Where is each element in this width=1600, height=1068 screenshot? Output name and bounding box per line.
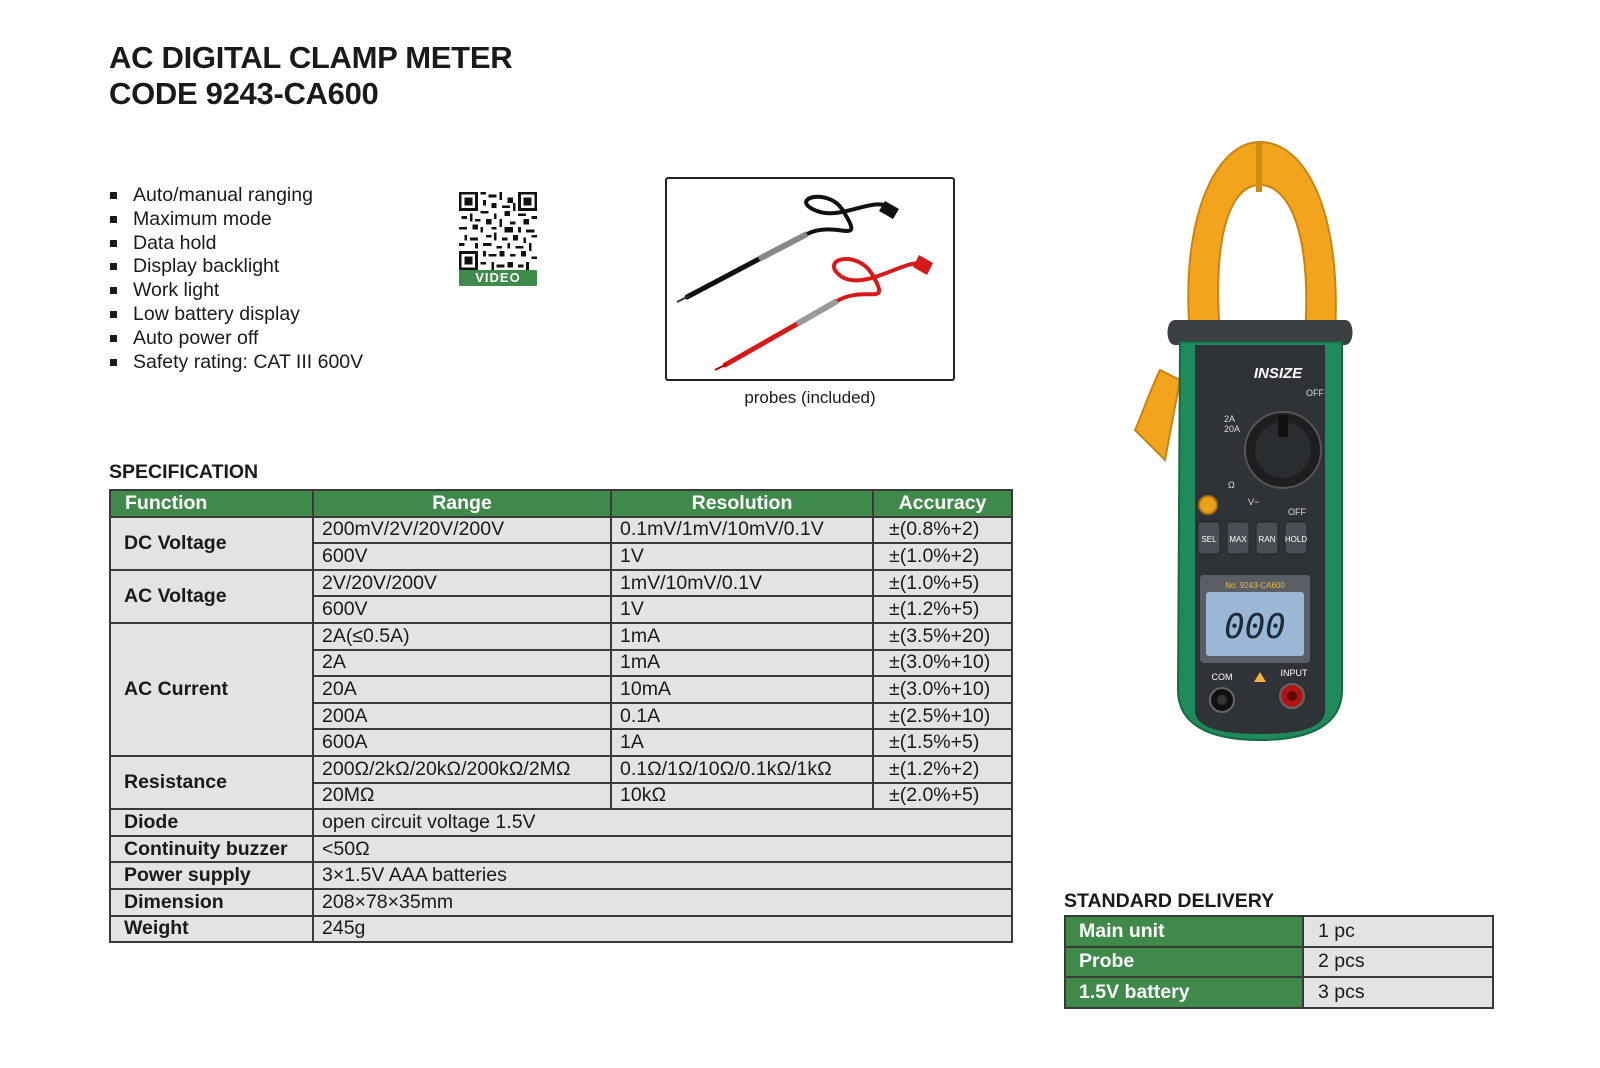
dial-label: 20A bbox=[1224, 424, 1241, 434]
delivery-qty: 3 pcs bbox=[1303, 977, 1493, 1008]
table-row bbox=[110, 889, 1012, 916]
test-probes-icon bbox=[667, 179, 953, 379]
bullet-icon bbox=[110, 192, 117, 199]
range-cell: 200A bbox=[313, 703, 611, 730]
bullet-icon bbox=[110, 263, 117, 270]
function-cell: Weight bbox=[110, 916, 313, 943]
function-cell: AC Current bbox=[110, 623, 313, 756]
accuracy-cell: ±(0.8%+2) bbox=[873, 517, 1012, 544]
delivery-qty: 1 pc bbox=[1303, 916, 1493, 947]
dial-label: 2A bbox=[1224, 414, 1236, 424]
page-title bbox=[109, 40, 512, 112]
table-row bbox=[110, 836, 1012, 863]
resolution-cell: 1A bbox=[611, 729, 873, 756]
port-label: COM bbox=[1211, 672, 1233, 682]
value-cell: open circuit voltage 1.5V bbox=[313, 809, 1012, 836]
column-header: Function bbox=[110, 490, 313, 517]
table-row bbox=[110, 916, 1012, 943]
feature-item: Maximum mode bbox=[110, 208, 363, 232]
value-cell: 245g bbox=[313, 916, 1012, 943]
model-label: No. 9243-CA600 bbox=[1225, 581, 1285, 590]
delivery-heading: STANDARD DELIVERY bbox=[1064, 890, 1275, 912]
delivery-item: Main unit bbox=[1065, 916, 1303, 947]
range-cell: 20A bbox=[313, 676, 611, 703]
accuracy-cell: ±(3.0%+10) bbox=[873, 650, 1012, 677]
table-row bbox=[110, 570, 1012, 597]
column-header: Range bbox=[313, 490, 611, 517]
range-cell: 600A bbox=[313, 729, 611, 756]
feature-item: Safety rating: CAT III 600V bbox=[110, 351, 363, 375]
resolution-cell: 1mV/10mV/0.1V bbox=[611, 570, 873, 597]
table-row bbox=[1065, 977, 1493, 1008]
dial-label: V~ bbox=[1248, 497, 1260, 507]
bullet-icon bbox=[110, 359, 117, 366]
dial-label: OFF bbox=[1288, 507, 1306, 517]
feature-item: Display backlight bbox=[110, 255, 363, 279]
feature-item: Work light bbox=[110, 279, 363, 303]
accuracy-cell: ±(1.2%+5) bbox=[873, 596, 1012, 623]
feature-item: Low battery display bbox=[110, 303, 363, 327]
resolution-cell: 1mA bbox=[611, 650, 873, 677]
function-cell: Power supply bbox=[110, 862, 313, 889]
resolution-cell: 1V bbox=[611, 596, 873, 623]
table-row bbox=[1065, 947, 1493, 978]
feature-list bbox=[110, 184, 363, 374]
brand-label: INSIZE bbox=[1253, 365, 1303, 382]
product-code: CODE 9243-CA600 bbox=[109, 76, 379, 111]
accuracy-cell: ±(1.2%+2) bbox=[873, 756, 1012, 783]
feature-item: Data hold bbox=[110, 232, 363, 256]
table-row bbox=[110, 862, 1012, 889]
accuracy-cell: ±(1.0%+5) bbox=[873, 570, 1012, 597]
feature-item: Auto/manual ranging bbox=[110, 184, 363, 208]
accuracy-cell: ±(3.5%+20) bbox=[873, 623, 1012, 650]
bullet-icon bbox=[110, 311, 117, 318]
column-header: Accuracy bbox=[873, 490, 1012, 517]
table-row bbox=[110, 517, 1012, 544]
port-label: INPUT bbox=[1280, 668, 1308, 678]
clamp-meter-image bbox=[1120, 130, 1380, 770]
probes-caption: probes (included) bbox=[744, 388, 876, 407]
function-cell: Dimension bbox=[110, 889, 313, 916]
accuracy-cell: ±(2.5%+10) bbox=[873, 703, 1012, 730]
accuracy-cell: ±(3.0%+10) bbox=[873, 676, 1012, 703]
table-row bbox=[110, 809, 1012, 836]
lcd-reading: 000 bbox=[1224, 607, 1286, 647]
function-cell: Resistance bbox=[110, 756, 313, 809]
value-cell: 208×78×35mm bbox=[313, 889, 1012, 916]
resolution-cell: 1V bbox=[611, 543, 873, 570]
button-label: SEL bbox=[1201, 535, 1217, 544]
video-qr-code[interactable] bbox=[459, 192, 537, 286]
range-cell: 200Ω/2kΩ/20kΩ/200kΩ/2MΩ bbox=[313, 756, 611, 783]
bullet-icon bbox=[110, 216, 117, 223]
table-header-row bbox=[110, 490, 1012, 517]
value-cell: 3×1.5V AAA batteries bbox=[313, 862, 1012, 889]
bullet-icon bbox=[110, 240, 117, 247]
resolution-cell: 0.1mV/1mV/10mV/0.1V bbox=[611, 517, 873, 544]
table-row bbox=[1065, 916, 1493, 947]
video-label: VIDEO bbox=[459, 270, 537, 286]
clamp-meter-icon bbox=[1120, 130, 1380, 770]
range-cell: 20MΩ bbox=[313, 783, 611, 810]
bullet-icon bbox=[110, 335, 117, 342]
probes-image bbox=[665, 177, 955, 381]
range-cell: 2A(≤0.5A) bbox=[313, 623, 611, 650]
product-name: AC DIGITAL CLAMP METER bbox=[109, 40, 513, 75]
button-label: HOLD bbox=[1284, 535, 1308, 544]
resolution-cell: 0.1Ω/1Ω/10Ω/0.1kΩ/1kΩ bbox=[611, 756, 873, 783]
range-cell: 2A bbox=[313, 650, 611, 677]
specification-table bbox=[109, 489, 1013, 943]
qr-code-icon bbox=[459, 192, 537, 270]
specification-heading: SPECIFICATION bbox=[109, 461, 259, 483]
function-cell: Continuity buzzer bbox=[110, 836, 313, 863]
work-light-icon bbox=[1199, 496, 1217, 514]
feature-item: Auto power off bbox=[110, 327, 363, 351]
range-cell: 600V bbox=[313, 543, 611, 570]
value-cell: <50Ω bbox=[313, 836, 1012, 863]
table-row bbox=[110, 756, 1012, 783]
function-cell: Diode bbox=[110, 809, 313, 836]
button-label: MAX bbox=[1229, 535, 1247, 544]
resolution-cell: 1mA bbox=[611, 623, 873, 650]
button-label: RAN bbox=[1258, 535, 1276, 544]
function-cell: DC Voltage bbox=[110, 517, 313, 570]
accuracy-cell: ±(1.0%+2) bbox=[873, 543, 1012, 570]
column-header: Resolution bbox=[611, 490, 873, 517]
bullet-icon bbox=[110, 287, 117, 294]
accuracy-cell: ±(2.0%+5) bbox=[873, 783, 1012, 810]
resolution-cell: 10kΩ bbox=[611, 783, 873, 810]
delivery-table bbox=[1064, 915, 1494, 1009]
dial-label: Ω bbox=[1228, 480, 1235, 490]
range-cell: 2V/20V/200V bbox=[313, 570, 611, 597]
accuracy-cell: ±(1.5%+5) bbox=[873, 729, 1012, 756]
resolution-cell: 10mA bbox=[611, 676, 873, 703]
table-row bbox=[110, 623, 1012, 650]
delivery-item: Probe bbox=[1065, 947, 1303, 978]
delivery-item: 1.5V battery bbox=[1065, 977, 1303, 1008]
resolution-cell: 0.1A bbox=[611, 703, 873, 730]
function-cell: AC Voltage bbox=[110, 570, 313, 623]
range-cell: 600V bbox=[313, 596, 611, 623]
delivery-qty: 2 pcs bbox=[1303, 947, 1493, 978]
dial-label: OFF bbox=[1306, 388, 1324, 398]
range-cell: 200mV/2V/20V/200V bbox=[313, 517, 611, 544]
